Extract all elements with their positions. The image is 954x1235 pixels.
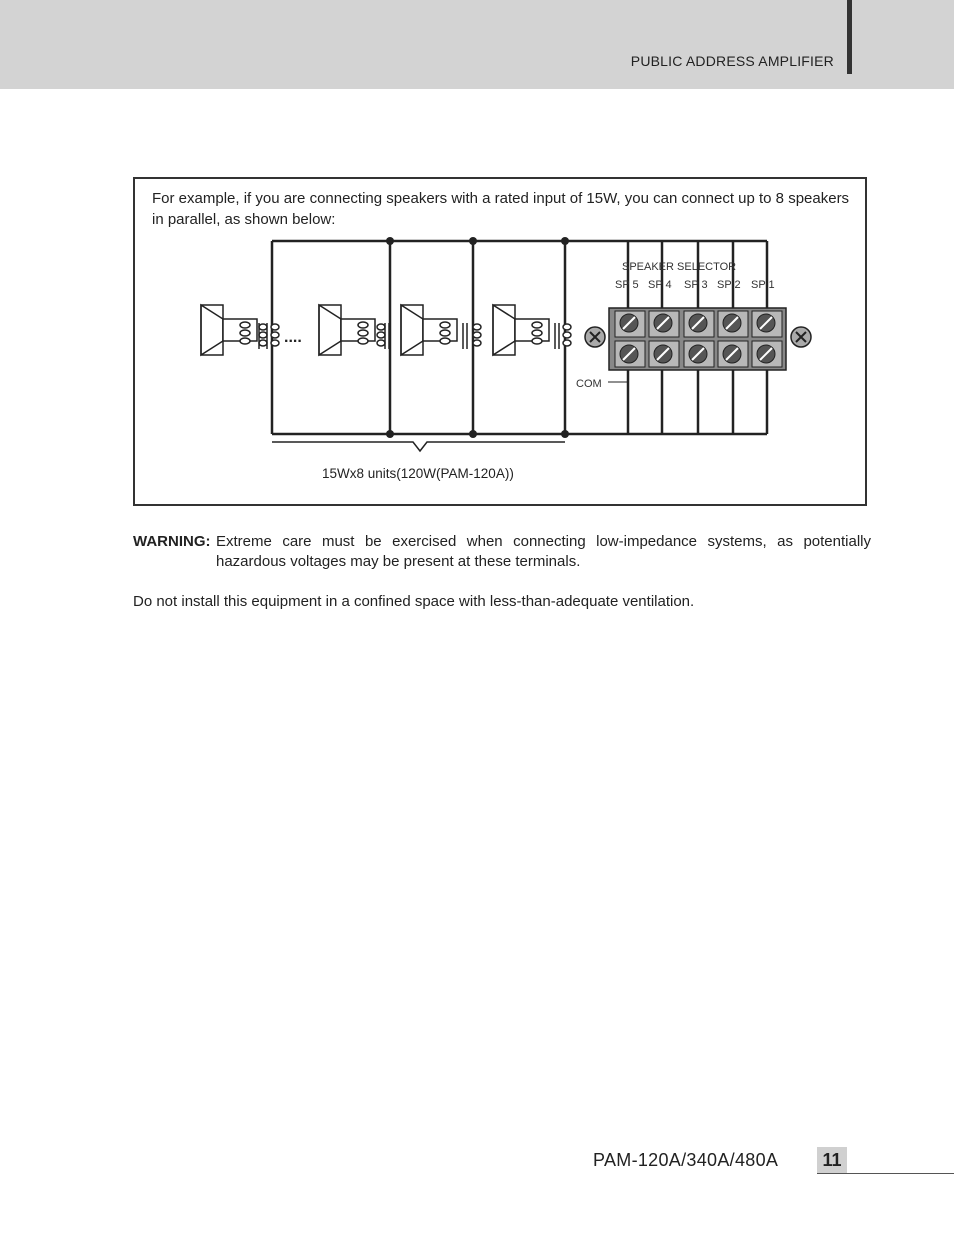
footer-rule [817, 1173, 954, 1174]
header-band [0, 0, 954, 89]
speaker-2 [319, 305, 389, 355]
sp5-label: SP 5 [615, 279, 639, 291]
terminal-block [609, 308, 786, 370]
speaker-1 [201, 305, 279, 355]
warning-text: Extreme care must be exercised when connecting low-impedance systems, as potentially hazardous voltages may be present at these terminals. [216, 533, 871, 570]
header-rule [847, 0, 852, 74]
header-title: PUBLIC ADDRESS AMPLIFIER [630, 53, 834, 69]
speaker-3 [401, 305, 481, 355]
footer-model: PAM-120A/340A/480A [593, 1150, 779, 1170]
speaker-selector-labels [615, 279, 775, 291]
warning-label: WARNING: [133, 533, 211, 550]
speaker-wiring-diagram [133, 177, 867, 506]
sp4-label: SP 4 [648, 279, 672, 291]
intro-text: For example, if you are connecting speakers with a rated input of 15W, you can connect up to 8 speakers in parallel, as shown below: [152, 190, 850, 228]
speaker-selector-title: SPEAKER SELECTOR [622, 261, 737, 273]
com-label: COM [576, 378, 602, 390]
sp3-label: SP 3 [684, 279, 708, 291]
group-brace [272, 442, 565, 451]
speaker-ellipsis: .... [284, 329, 302, 346]
sp1-label: SP 1 [751, 279, 775, 291]
sp2-label: SP 2 [717, 279, 741, 291]
page-number: 11 [822, 1150, 842, 1170]
diagram-caption: 15Wx8 units(120W(PAM-120A)) [322, 466, 514, 481]
ventilation-note: Do not install this equipment in a confined space with less-than-adequate ventilation. [133, 593, 695, 610]
speaker-4 [493, 305, 571, 355]
